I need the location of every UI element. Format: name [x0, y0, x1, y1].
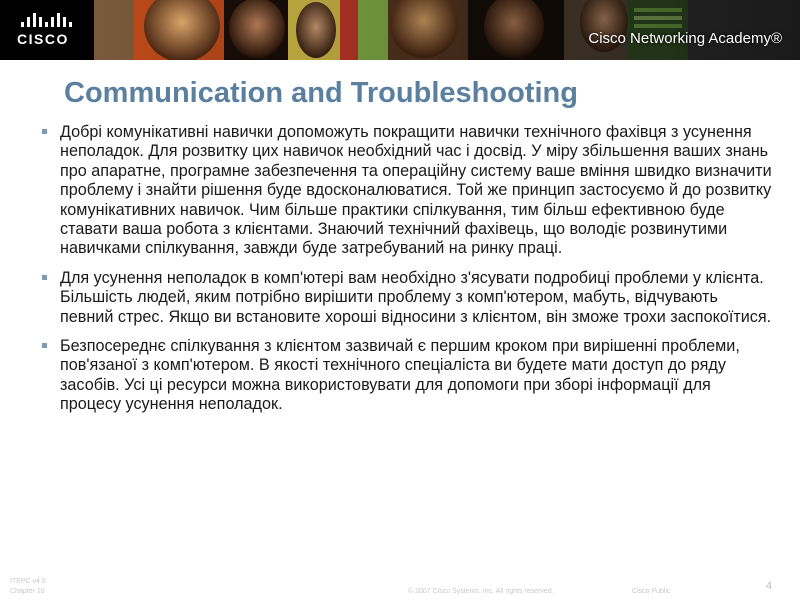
- academy-label: Cisco Networking Academy®: [588, 30, 782, 47]
- slide-title: Communication and Troubleshooting: [64, 77, 578, 109]
- footer-classification: Cisco Public: [632, 588, 671, 595]
- bullet-item: [38, 269, 774, 327]
- page-number: 4: [766, 580, 773, 592]
- bullet-item: [38, 337, 774, 415]
- bullet-item: [38, 123, 774, 259]
- bullet-text: Добрі комунікативні навички допоможуть покращити навички технічного фахівця з усунення неполадок. Для розвитку цих навичок необхідний час і досвід. У міру збільшення ваших знань про апаратне, програмне забезпечення та операційну систему ваше вміння швидко визначити проблему і знайти рішення буде вдосконалюватися. Той же принцип застосуємо й до розвитку комунікативних навичок. Чим більше практики спілкування, тим більш ефективною буде ставати ваша робота з клієнтами. Знаючий технічний фахівець, що володіє розвинутими навичками спілкування, завжди буде затребуваний на ринку праці.: [60, 123, 772, 258]
- square-bullet-icon: [42, 343, 47, 348]
- bullet-text: Безпосереднє спілкування з клієнтом зазвичай є першим кроком при вирішенні проблеми, пов'язаної з комп'ютером. В якості технічного спеціаліста ви будете мати доступ до ряду засобів. Усі ці ресурси можна використовувати для допомоги при зборі інформації для процесу усунення неполадок.: [60, 337, 740, 414]
- cisco-wordmark: CISCO: [17, 31, 69, 47]
- slide-body: [38, 123, 774, 425]
- cisco-bridge-logo-icon: [20, 13, 74, 29]
- banner-photo-strip: [94, 0, 800, 60]
- academy-brand: [588, 30, 782, 48]
- slide-footer: [0, 578, 800, 600]
- footer-chapter: Chapter 10: [10, 588, 45, 595]
- square-bullet-icon: [42, 275, 47, 280]
- header-banner: [0, 0, 800, 60]
- footer-copyright: © 2007 Cisco Systems, Inc. All rights reserved.: [408, 588, 554, 595]
- bullet-text: Для усунення неполадок в комп'ютері вам необхідно з'ясувати подробиці проблеми у клієнта. Більшість людей, яким потрібно вирішити проблему з комп'ютером, мабуть, відчувають певний стрес. Якщо ви встановите хороші відносини з клієнтом, він зможе трохи заспокоїтися.: [60, 268, 772, 326]
- square-bullet-icon: [42, 129, 47, 134]
- footer-course: ITEPC v4.0: [10, 578, 46, 585]
- cisco-logo: [0, 0, 94, 60]
